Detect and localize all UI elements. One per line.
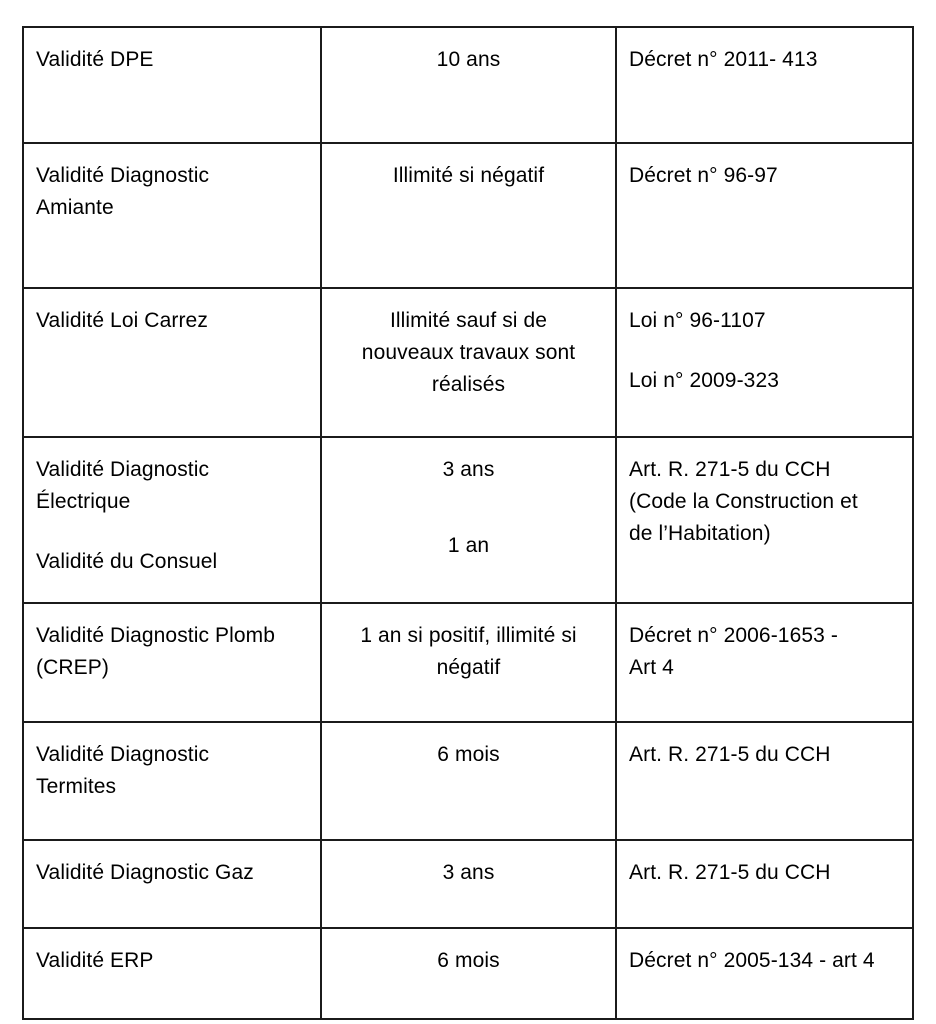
label-line: Validité DPE [36,48,154,71]
table-row [23,722,913,840]
table-row [23,27,913,143]
table-body [23,27,913,1019]
cell-diagnostic-label [23,27,321,143]
cell-validity-period [321,840,616,928]
cell-validity-period [321,722,616,840]
period-line: réalisés [431,372,506,396]
label-line: Électrique [36,489,131,513]
reference-line: Art. R. 271-5 du CCH [629,743,831,766]
table-row [23,288,913,437]
table-row [23,840,913,928]
cell-legal-reference [616,27,913,143]
period-line: nouveaux travaux sont [361,340,576,364]
reference-line: Loi n° 96-1107 [629,309,766,332]
period-line: 6 mois [437,743,500,766]
cell-diagnostic-label [23,840,321,928]
reference-line: (Code la Construction et [629,489,858,513]
period-line: 1 an si positif, illimité si [360,624,577,647]
label-line: Validité ERP [36,949,154,972]
cell-diagnostic-label [23,928,321,1019]
cell-validity-period [321,437,616,603]
label-line: Validité Loi Carrez [36,309,208,332]
label-line: Validité Diagnostic Plomb [36,624,276,647]
cell-validity-period [321,928,616,1019]
cell-validity-period [321,27,616,143]
reference-line: Art. R. 271-5 du CCH [629,458,831,481]
cell-diagnostic-label [23,722,321,840]
reference-line: Décret n° 2005-134 - art 4 [629,949,875,972]
label-line: Validité Diagnostic [36,164,210,187]
table-row [23,603,913,722]
label-line: Validité du Consuel [36,549,218,573]
table-row [23,928,913,1019]
label-line: Amiante [36,195,114,219]
cell-legal-reference [616,288,913,437]
validity-table [22,26,914,1020]
cell-legal-reference [616,143,913,288]
reference-line: Décret n° 2006-1653 - [629,624,838,647]
reference-line: Art. R. 271-5 du CCH [629,861,831,884]
label-line: Termites [36,774,117,798]
reference-line: Décret n° 2011- 413 [629,48,818,71]
reference-line: Art 4 [629,655,674,679]
cell-diagnostic-label [23,288,321,437]
reference-line: Loi n° 2009-323 [629,368,780,392]
cell-legal-reference [616,840,913,928]
cell-validity-period [321,603,616,722]
cell-legal-reference [616,722,913,840]
period-line: négatif [436,655,501,679]
table-row [23,437,913,603]
label-line: Validité Diagnostic Gaz [36,861,254,884]
label-line: Validité Diagnostic [36,743,210,766]
period-line: 10 ans [436,48,501,71]
period-line: Illimité si négatif [392,164,545,187]
period-line: 1 an [447,533,490,557]
label-line: Validité Diagnostic [36,458,210,481]
label-line: (CREP) [36,655,109,679]
cell-diagnostic-label [23,603,321,722]
period-line: 6 mois [437,949,500,972]
cell-legal-reference [616,603,913,722]
cell-legal-reference [616,437,913,603]
cell-diagnostic-label [23,143,321,288]
cell-validity-period [321,143,616,288]
period-line: 3 ans [442,861,495,884]
period-line: 3 ans [442,458,495,481]
cell-validity-period [321,288,616,437]
cell-legal-reference [616,928,913,1019]
cell-diagnostic-label [23,437,321,603]
table-row [23,143,913,288]
period-line: Illimité sauf si de [389,309,548,332]
reference-line: Décret n° 96-97 [629,164,778,187]
reference-line: de l’Habitation) [629,521,771,545]
